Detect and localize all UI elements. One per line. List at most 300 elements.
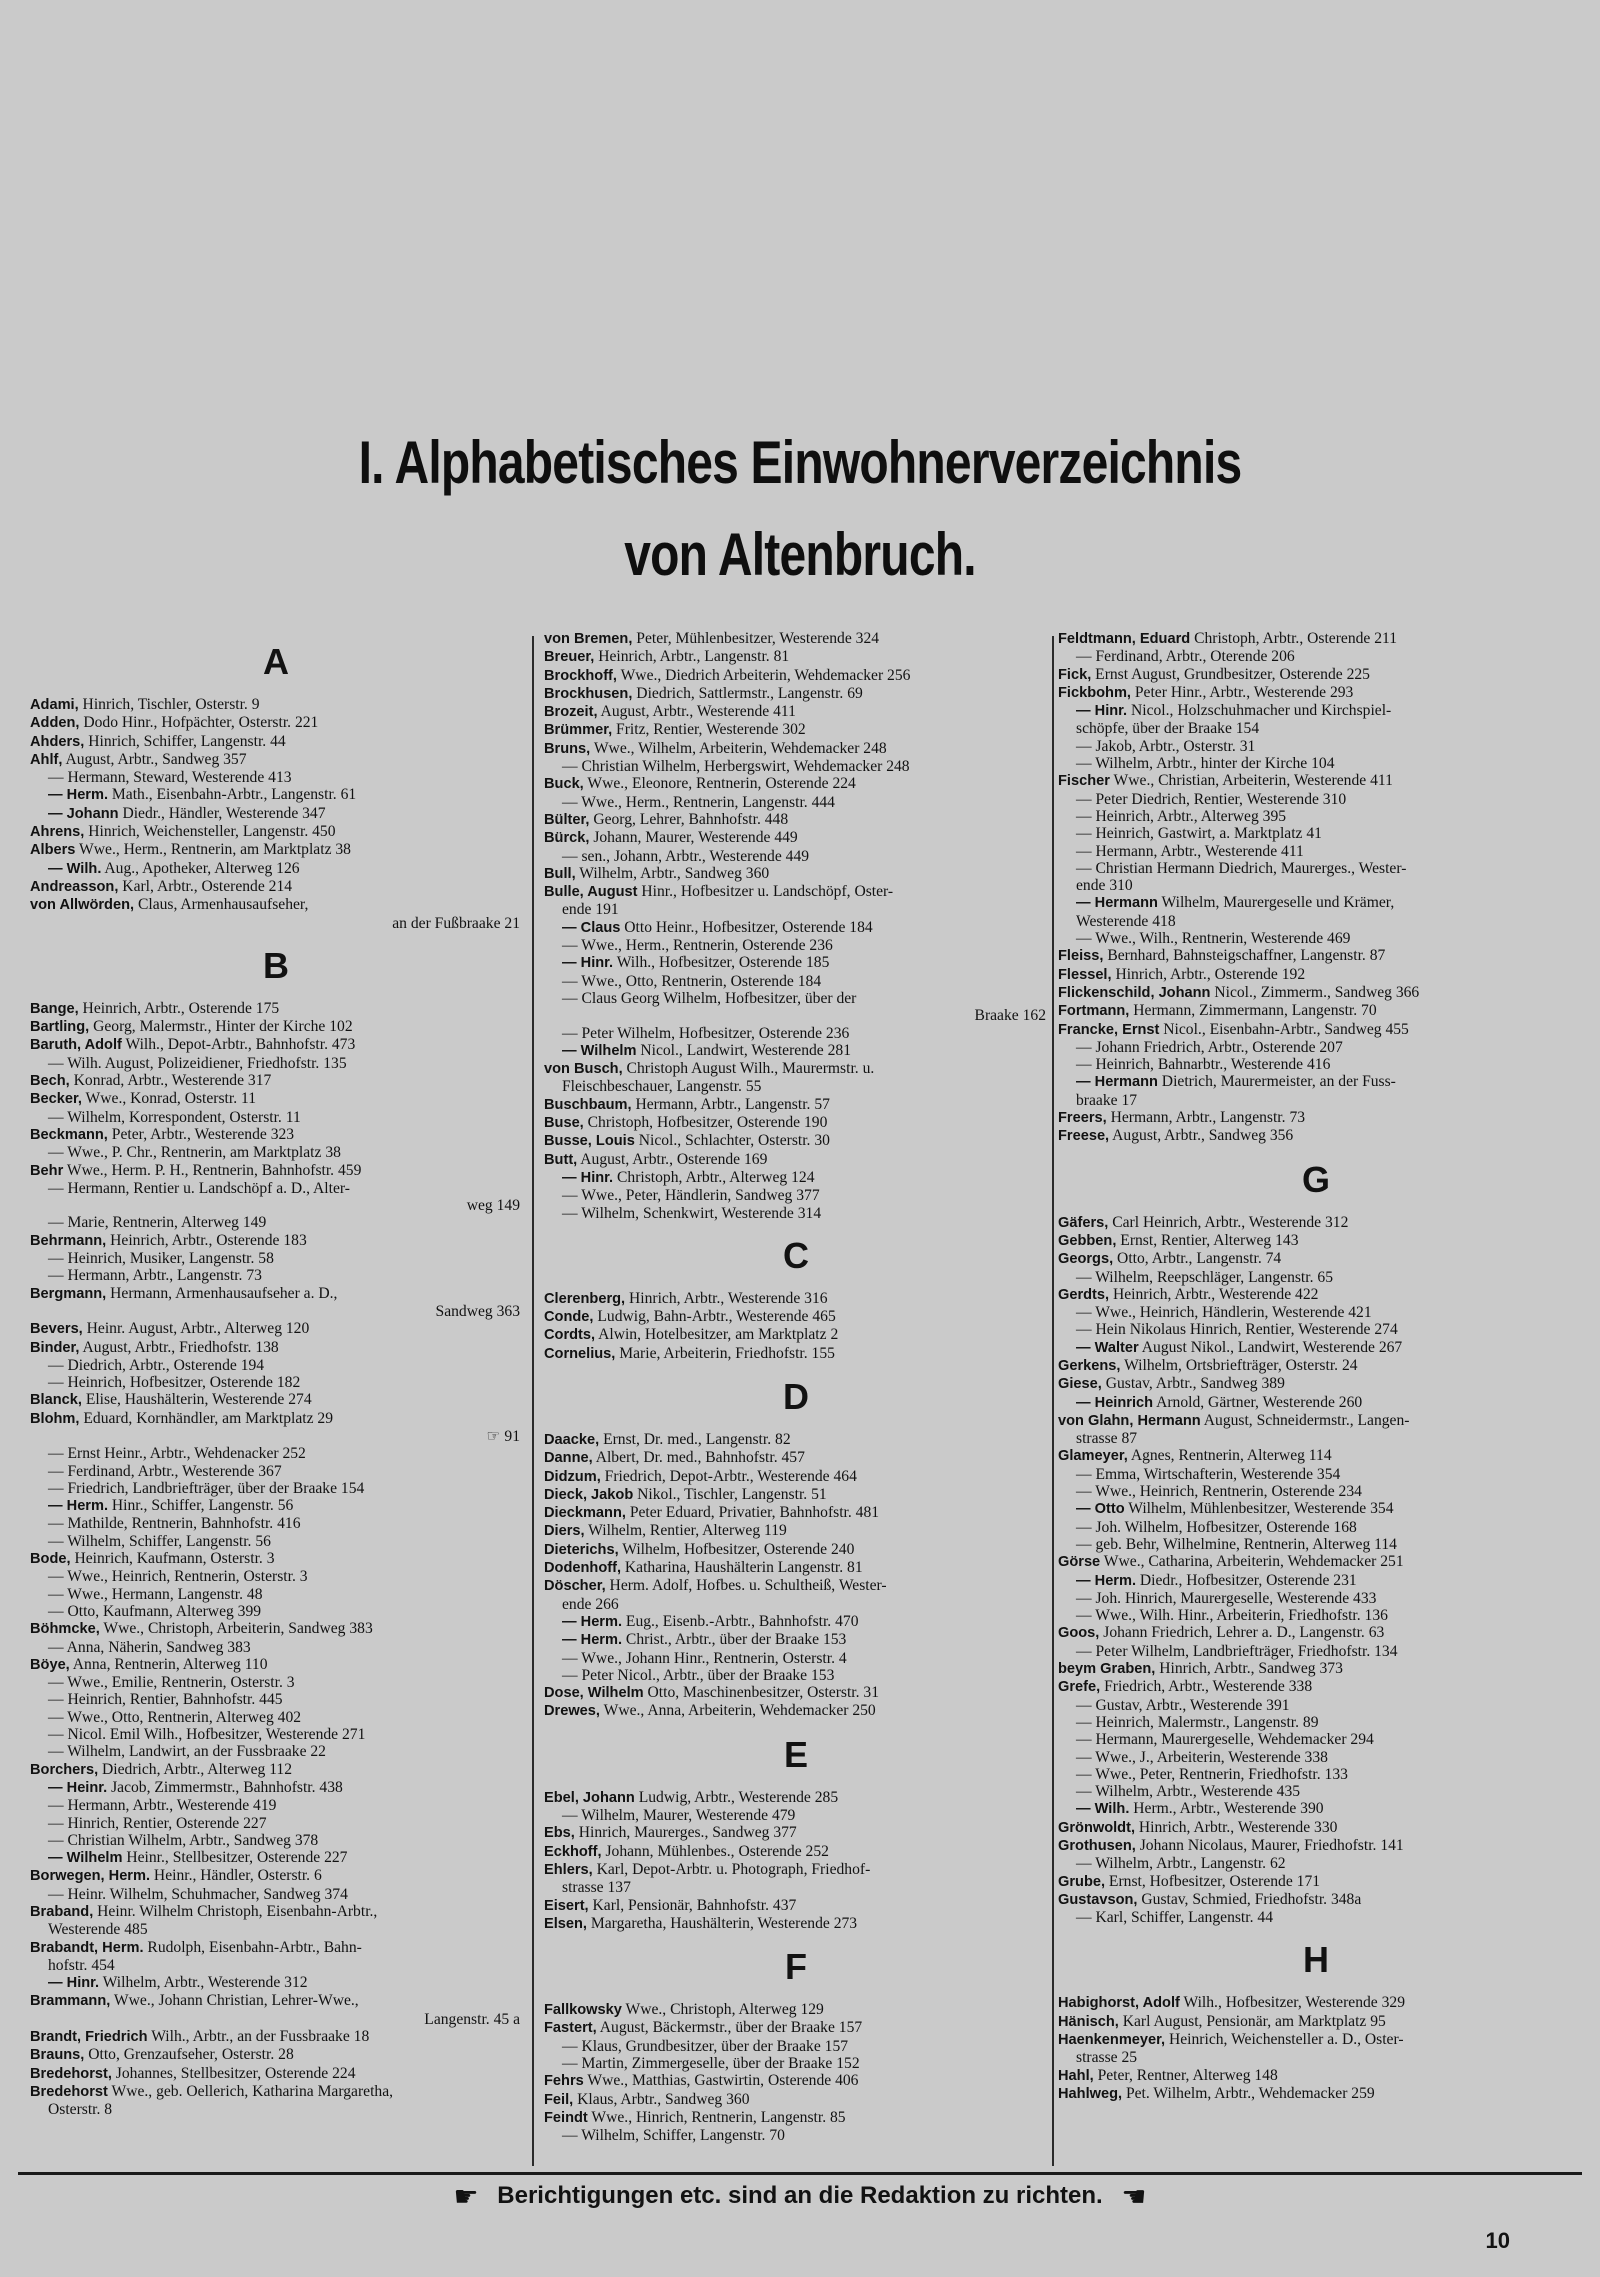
directory-entry <box>30 1339 522 1357</box>
directory-entry <box>30 1232 522 1250</box>
entry-surname: — Hinr. <box>48 1975 100 1992</box>
entry-details: — Wwe., P. Chr., Rentnerin, am Marktplatz 38 <box>48 1144 341 1162</box>
entry-surname: — Wilh. <box>1076 1801 1130 1818</box>
entry-surname: — Herm. <box>562 1613 623 1630</box>
directory-entry <box>30 1886 522 1903</box>
directory-entry <box>544 1151 1048 1169</box>
entry-surname: Binder, <box>30 1339 80 1356</box>
directory-entry <box>30 1992 522 2010</box>
entry-surname: Dieterichs, <box>544 1541 619 1558</box>
entry-details: weg 149 <box>466 1197 520 1215</box>
entry-details: — Friedrich, Landbriefträger, über der Braake 154 <box>48 1479 365 1497</box>
entry-details: August, Arbtr., Osterende 169 <box>577 1150 768 1168</box>
entry-details: — Heinrich, Musiker, Langenstr. 58 <box>48 1250 274 1268</box>
directory-entry <box>1058 1731 1574 1748</box>
directory-entry <box>544 1789 1048 1807</box>
directory-entry-continuation <box>544 1007 1048 1024</box>
entry-details: August, Arbtr., Friedhofstr. 138 <box>79 1338 279 1356</box>
directory-entry <box>1058 843 1574 860</box>
entry-details: — Heinrich, Arbtr., Alterweg 395 <box>1076 807 1287 825</box>
entry-surname: Dieckmann, <box>544 1505 626 1522</box>
entry-details: strasse 25 <box>1076 2049 1138 2067</box>
entry-details: — Johann Friedrich, Arbtr., Osterende 207 <box>1076 1038 1343 1056</box>
entry-surname: Blanck, <box>30 1392 82 1409</box>
entry-details: Math., Eisenbahn-Arbtr., Langenstr. 61 <box>108 786 357 804</box>
directory-entry <box>544 685 1048 703</box>
directory-entry <box>1058 1500 1574 1518</box>
directory-entry-continuation <box>1058 877 1574 894</box>
entry-details: Osterstr. 8 <box>48 2101 113 2119</box>
entry-details: — Ferdinand, Arbtr., Oterende 206 <box>1076 648 1295 666</box>
entry-details: Katharina, Haushälterin Langenstr. 81 <box>621 1559 863 1577</box>
entry-surname: Grube, <box>1058 1873 1106 1890</box>
entry-details: — Wilhelm, Arbtr., Westerende 435 <box>1076 1783 1301 1801</box>
directory-entry <box>544 2072 1048 2090</box>
directory-entry <box>1058 1375 1574 1393</box>
entry-details: Wwe., Eleonore, Rentnerin, Osterende 224 <box>583 775 856 793</box>
entry-details: Langenstr. 45 a <box>424 2010 520 2028</box>
entry-details: Karl August, Pensionär, am Marktplatz 95 <box>1118 2012 1386 2030</box>
directory-entry <box>1058 1466 1574 1483</box>
directory-entry-continuation <box>1058 2049 1574 2066</box>
entry-surname: Görse <box>1058 1554 1101 1571</box>
directory-entry <box>1058 1678 1574 1696</box>
section-letter-d: D <box>783 1375 809 1417</box>
entry-surname: Feil, <box>544 2091 574 2108</box>
entry-details: — Peter Nicol., Arbtr., über der Braake 153 <box>562 1666 835 1684</box>
directory-entry <box>1058 1590 1574 1607</box>
entry-details: — Wwe., Emilie, Rentnerin, Osterstr. 3 <box>48 1674 295 1692</box>
directory-entry <box>544 1631 1048 1649</box>
entry-details: Wwe., Diedrich Arbeiterin, Wehdemacker 256 <box>616 666 911 684</box>
directory-entry <box>30 1214 522 1231</box>
entry-details: Alwin, Hotelbesitzer, am Marktplatz 2 <box>595 1326 839 1344</box>
entry-details: — Hermann, Steward, Westerende 413 <box>48 769 292 787</box>
directory-entry <box>30 786 522 804</box>
entry-details: — Wwe., Herm., Rentnerin, Langenstr. 444 <box>562 793 835 811</box>
entry-details: — Wwe., Johann Hinr., Rentnerin, Osterstr. 4 <box>562 1649 847 1667</box>
entry-details: Heinr., Stellbesitzer, Osterende 227 <box>122 1849 348 1867</box>
entry-details: — Emma, Wirtschafterin, Westerende 354 <box>1076 1465 1341 1483</box>
entry-surname: Adami, <box>30 697 79 713</box>
entry-surname: Giese, <box>1058 1376 1102 1393</box>
entry-details: — Peter Wilhelm, Hofbesitzer, Osterende 236 <box>562 1024 850 1042</box>
entry-details: — Nicol. Emil Wilh., Hofbesitzer, Westerende 271 <box>48 1726 366 1744</box>
entry-details: — Wilhelm, Landwirt, an der Fussbraake 22 <box>48 1743 326 1761</box>
entry-details: Wwe., geb. Oellerich, Katharina Margaretha, <box>107 2082 394 2100</box>
directory-entry <box>30 1497 522 1515</box>
directory-entry <box>544 2038 1048 2055</box>
entry-details: strasse 137 <box>562 1879 631 1897</box>
entry-details: — Wwe., Heinrich, Händlerin, Westerende 421 <box>1076 1304 1372 1322</box>
directory-entry-continuation <box>30 1428 522 1445</box>
entry-details: Peter Hinr., Arbtr., Westerende 293 <box>1130 683 1354 701</box>
entry-details: Johann Friedrich, Lehrer a. D., Langenstr. 63 <box>1099 1624 1385 1642</box>
entry-surname: — Walter <box>1076 1339 1139 1356</box>
entry-details: — Hermann, Rentier u. Landschöpf a. D., Alter- <box>48 1179 350 1197</box>
directory-entry <box>544 1650 1048 1667</box>
entry-surname: Bruns, <box>544 740 591 757</box>
section-letter-c: C <box>783 1234 809 1276</box>
entry-surname: Braband, <box>30 1904 94 1920</box>
entry-surname: Drewes, <box>544 1703 600 1720</box>
entry-details: Georg, Malermstr., Hinter der Kirche 102 <box>89 1018 353 1036</box>
entry-details: — Wwe., Herm., Rentnerin, Osterende 236 <box>562 937 833 955</box>
footer-text: Berichtigungen etc. sind an die Redaktion zu richten. <box>497 2181 1103 2209</box>
directory-column-1 <box>30 630 522 2160</box>
entry-surname: — Johann <box>48 805 119 822</box>
directory-entry <box>544 990 1048 1007</box>
entry-surname: Francke, Ernst <box>1058 1021 1160 1038</box>
entry-details: Ludwig, Bahn-Arbtr., Westerende 465 <box>593 1308 836 1326</box>
section-letter-g: G <box>1301 1158 1330 1200</box>
directory-entry <box>544 1861 1048 1879</box>
entry-surname: von Glahn, Hermann <box>1058 1412 1201 1429</box>
entry-surname: Didzum, <box>544 1468 601 1485</box>
directory-entry <box>30 1036 522 1054</box>
directory-entry <box>30 1374 522 1391</box>
entry-details: Heinrich, Arbtr., Langenstr. 81 <box>594 648 790 666</box>
directory-entry <box>544 811 1048 829</box>
directory-entry <box>544 1187 1048 1204</box>
directory-entry <box>30 1109 522 1126</box>
directory-entry <box>1058 1819 1574 1837</box>
entry-details: Sandweg 363 <box>435 1302 520 1320</box>
entry-details: Wilh., Hofbesitzer, Osterende 185 <box>613 954 830 972</box>
entry-surname: Conde, <box>544 1309 594 1326</box>
entry-details: — Heinrich, Malermstr., Langenstr. 89 <box>1076 1713 1319 1731</box>
directory-entry <box>544 1169 1048 1187</box>
entry-details: Wilhelm, Arbtr., Sandweg 360 <box>575 864 770 882</box>
directory-entry <box>1058 1357 1574 1375</box>
directory-entry <box>1058 1127 1574 1145</box>
entry-surname: Ehlers, <box>544 1861 593 1878</box>
entry-details: Ernst, Hofbesitzer, Osterende 171 <box>1105 1872 1321 1890</box>
entry-details: Peter, Arbtr., Westerende 323 <box>107 1125 295 1143</box>
entry-details: Westerende 485 <box>48 1921 148 1939</box>
entry-details: Christoph, Arbtr., Osterende 211 <box>1190 630 1398 647</box>
entry-details: Karl, Arbtr., Osterende 214 <box>118 877 293 895</box>
entry-surname: Brockhusen, <box>544 685 633 702</box>
entry-details: Wilh., Depot-Arbtr., Bahnhofstr. 473 <box>121 1036 356 1054</box>
pointing-hand-right-icon: ☛ <box>453 2181 479 2212</box>
directory-entry <box>1058 1837 1574 1855</box>
entry-surname: Gerdts, <box>1058 1286 1110 1303</box>
entry-details: Heinrich, Weichensteller a. D., Oster- <box>1165 2031 1404 2049</box>
entry-surname: Dose, Wilhelm <box>544 1685 644 1702</box>
entry-details: Herm., Arbtr., Westerende 390 <box>1129 1800 1324 1818</box>
entry-details: — Wwe., Hermann, Langenstr. 48 <box>48 1585 263 1603</box>
directory-entry <box>30 1832 522 1849</box>
directory-entry <box>1058 772 1574 790</box>
directory-entry <box>1058 2013 1574 2031</box>
entry-details: August, Arbtr., Westerende 411 <box>597 703 796 721</box>
directory-entry <box>1058 930 1574 947</box>
page-subtitle: von Altenbruch. <box>624 521 976 588</box>
entry-surname: Brümmer, <box>544 722 613 739</box>
entry-details: — Gustav, Arbtr., Westerende 391 <box>1076 1696 1290 1714</box>
directory-entry <box>544 721 1048 739</box>
entry-details: Anna, Rentnerin, Alterweg 110 <box>69 1655 268 1673</box>
directory-entry <box>30 1691 522 1708</box>
entry-details: Friedrich, Arbtr., Westerende 338 <box>1100 1678 1313 1696</box>
entry-details: Wilhelm, Ortsbriefträger, Osterstr. 24 <box>1120 1356 1358 1374</box>
entry-details: Westerende 418 <box>1076 912 1176 930</box>
directory-entry <box>30 1162 522 1180</box>
entry-details: Heinrich, Arbtr., Osterende 175 <box>78 999 280 1017</box>
entry-details: schöpfe, über der Braake 154 <box>1076 720 1260 738</box>
entry-details: Braake 162 <box>974 1007 1046 1025</box>
directory-entry <box>30 823 522 841</box>
entry-surname: — Hermann <box>1076 895 1158 912</box>
entry-details: Wwe., Konrad, Osterstr. 11 <box>81 1090 257 1108</box>
entry-details: Albert, Dr. med., Bahnhofstr. 457 <box>592 1449 805 1467</box>
entry-details: Nicol., Landwirt, Westerende 281 <box>636 1041 852 1059</box>
entry-surname: Fischer <box>1058 773 1110 790</box>
directory-entry <box>544 794 1048 811</box>
footer-notice <box>0 2180 1600 2213</box>
directory-entry <box>1058 984 1574 1002</box>
directory-entry <box>30 1018 522 1036</box>
entry-details: — Hermann, Maurergeselle, Wehdemacker 294 <box>1076 1731 1374 1749</box>
directory-entry <box>544 1025 1048 1042</box>
entry-surname: Flessel, <box>1058 966 1112 983</box>
entry-surname: Hänisch, <box>1058 2013 1119 2030</box>
entry-details: Wwe., Herm., Rentnerin, am Marktplatz 38 <box>75 841 351 859</box>
page-number: 10 <box>1485 2228 1510 2253</box>
entry-details: — Peter Diedrich, Rentier, Westerende 310 <box>1076 790 1347 808</box>
directory-entry <box>30 1320 522 1338</box>
entry-details: — Wilhelm, Schiffer, Langenstr. 56 <box>48 1532 271 1550</box>
entry-details: Marie, Arbeiterin, Friedhofstr. 155 <box>615 1344 835 1362</box>
directory-entry <box>30 1761 522 1779</box>
entry-surname: Fleiss, <box>1058 948 1104 965</box>
entry-surname: Buse, <box>544 1115 584 1132</box>
entry-details: — Christian Wilhelm, Arbtr., Sandweg 378 <box>48 1831 319 1849</box>
entry-details: — Wilhelm, Arbtr., hinter der Kirche 104 <box>1076 755 1335 773</box>
entry-details: August, Arbtr., Sandweg 357 <box>62 750 247 768</box>
entry-surname: Clerenberg, <box>544 1290 626 1307</box>
entry-details: — Mathilde, Rentnerin, Bahnhofstr. 416 <box>48 1515 301 1533</box>
directory-entry <box>1058 1286 1574 1304</box>
entry-surname: Goos, <box>1058 1625 1100 1642</box>
entry-details: Wilhelm, Hofbesitzer, Osterende 240 <box>618 1540 855 1558</box>
entry-details: Christ., Arbtr., über der Braake 153 <box>622 1631 847 1649</box>
directory-entry <box>30 2028 522 2046</box>
directory-entry <box>1058 1749 1574 1766</box>
entry-details: — Ernst Heinr., Arbtr., Wehdenacker 252 <box>48 1445 306 1463</box>
entry-details: — Heinrich, Rentier, Bahnhofstr. 445 <box>48 1691 283 1709</box>
entry-details: Wilhelm, Arbtr., Westerende 312 <box>99 1974 308 1992</box>
directory-entry <box>30 1726 522 1743</box>
directory-entry <box>30 1867 522 1885</box>
directory-entry <box>544 1468 1048 1486</box>
directory-entry <box>30 1709 522 1726</box>
section-letter-a: A <box>263 641 289 682</box>
entry-details: Elise, Haushälterin, Westerende 274 <box>81 1391 312 1409</box>
entry-surname: beym Graben, <box>1058 1661 1156 1678</box>
entry-surname: Andreasson, <box>30 878 119 895</box>
entry-details: hofstr. 454 <box>48 1956 115 1974</box>
entry-surname: — Wilh. <box>48 860 102 877</box>
entry-details: — Wilhelm, Korrespondent, Osterstr. 11 <box>48 1108 301 1126</box>
directory-entry <box>30 1656 522 1674</box>
section-letter-f: F <box>785 1946 807 1988</box>
directory-entry <box>1058 1553 1574 1571</box>
directory-entry <box>544 648 1048 666</box>
directory-entry <box>1058 648 1574 665</box>
entry-surname: Habighorst, Adolf <box>1058 1995 1180 2012</box>
entry-details: an der Fußbraake 21 <box>392 914 520 932</box>
entry-details: Eug., Eisenb.-Arbtr., Bahnhofstr. 470 <box>622 1612 859 1630</box>
entry-surname: — Herm. <box>562 1632 623 1649</box>
entry-surname: Fallkowsky <box>544 2002 622 2019</box>
directory-entry-continuation <box>30 2011 522 2028</box>
directory-entry <box>30 696 522 714</box>
directory-entry <box>30 1250 522 1267</box>
directory-entry <box>30 1463 522 1480</box>
entry-surname: — Hinr. <box>562 955 614 972</box>
entry-surname: Dodenhoff, <box>544 1560 622 1577</box>
directory-entry <box>1058 947 1574 965</box>
entry-surname: Daacke, <box>544 1431 600 1448</box>
directory-entry <box>544 1431 1048 1449</box>
entry-surname: Flickenschild, Johann <box>1058 984 1211 1001</box>
directory-entry-continuation <box>30 1197 522 1214</box>
entry-details: Wilhelm, Rentier, Alterweg 119 <box>584 1522 787 1540</box>
entry-surname: Breuer, <box>544 649 595 666</box>
directory-entry <box>1058 1339 1574 1357</box>
directory-entry <box>1058 1002 1574 1020</box>
entry-surname: Gebben, <box>1058 1232 1117 1249</box>
entry-details: Nicol., Eisenbahn-Arbtr., Sandweg 455 <box>1159 1020 1409 1038</box>
directory-entry <box>1058 1643 1574 1660</box>
entry-details: — Wilhelm, Maurer, Westerende 479 <box>562 1807 796 1825</box>
entry-surname: — Claus <box>562 919 621 936</box>
entry-surname: Bevers, <box>30 1321 83 1338</box>
entry-surname: Fick, <box>1058 666 1092 683</box>
entry-details: Wwe., Wilhelm, Arbeiterin, Wehdemacker 248 <box>590 739 887 757</box>
entry-surname: Bulle, August <box>544 884 638 901</box>
directory-entry <box>30 1568 522 1585</box>
directory-entry <box>1058 1607 1574 1624</box>
directory-entry <box>1058 894 1574 912</box>
directory-entry <box>30 1974 522 1992</box>
entry-details: — Jakob, Arbtr., Osterstr. 31 <box>1076 737 1256 755</box>
entry-details: Hinrich, Weichensteller, Langenstr. 450 <box>84 823 336 841</box>
directory-entry <box>1058 1394 1574 1412</box>
directory-entry <box>30 751 522 769</box>
entry-surname: von Bremen, <box>544 631 633 647</box>
directory-column-3 <box>1058 630 1574 2160</box>
entry-surname: Grefe, <box>1058 1679 1101 1696</box>
entry-details: — Martin, Zimmergeselle, über der Braake 152 <box>562 2055 860 2072</box>
entry-details: — Wwe., Wilh., Rentnerin, Westerende 469 <box>1076 930 1351 948</box>
entry-details: Rudolph, Eisenbahn-Arbtr., Bahn- <box>143 1938 362 1956</box>
entry-details: Pet. Wilhelm, Arbtr., Wehdemacker 259 <box>1122 2084 1375 2102</box>
entry-details: Heinrich, Arbtr., Osterende 183 <box>106 1231 307 1249</box>
directory-entry <box>30 769 522 786</box>
entry-surname: Cordts, <box>544 1327 596 1344</box>
directory-entry <box>30 841 522 859</box>
entry-details: Nikol., Tischler, Langenstr. 51 <box>633 1485 827 1503</box>
entry-surname: — Hinr. <box>562 1169 614 1186</box>
entry-details: Johann Nicolaus, Maurer, Friedhofstr. 141 <box>1135 1837 1404 1854</box>
entry-details: — Hermann, Arbtr., Langenstr. 73 <box>48 1267 262 1285</box>
directory-entry <box>544 1290 1048 1308</box>
entry-details: — Hermann, Arbtr., Westerende 411 <box>1076 842 1304 860</box>
entry-details: Carl Heinrich, Arbtr., Westerende 312 <box>1108 1213 1349 1231</box>
directory-entry-continuation <box>544 1879 1048 1896</box>
entry-details: Wwe., Anna, Arbeiterin, Wehdemacker 250 <box>599 1702 876 1720</box>
entry-details: Wwe., Herm. P. H., Rentnerin, Bahnhofstr. 459 <box>63 1161 362 1179</box>
directory-entry <box>1058 1250 1574 1268</box>
directory-entry <box>544 1577 1048 1595</box>
entry-details: Christoph, Hofbesitzer, Osterende 190 <box>583 1114 828 1132</box>
entry-surname: von Busch, <box>544 1061 623 1078</box>
entry-details: August, Schneidermstr., Langen- <box>1200 1411 1410 1429</box>
entry-details: Arnold, Gärtner, Westerende 260 <box>1153 1393 1363 1411</box>
entry-details: Otto, Maschinenbesitzer, Osterstr. 31 <box>643 1684 880 1702</box>
directory-entry <box>30 1480 522 1497</box>
directory-entry-continuation <box>1058 1430 1574 1447</box>
directory-entry <box>30 1410 522 1428</box>
directory-entry <box>544 1132 1048 1150</box>
directory-entry <box>30 1586 522 1603</box>
entry-surname: Becker, <box>30 1091 82 1108</box>
entry-details: Hinrich, Arbtr., Sandweg 373 <box>1155 1660 1343 1678</box>
entry-surname: Hahlweg, <box>1058 2085 1123 2102</box>
directory-entry <box>1058 1855 1574 1872</box>
entry-surname: Brozeit, <box>544 704 598 721</box>
directory-entry <box>544 1684 1048 1702</box>
directory-entry <box>1058 825 1574 842</box>
entry-surname: Böhmcke, <box>30 1621 100 1638</box>
entry-surname: — Heinr. <box>48 1779 108 1796</box>
entry-details: Wilh., Arbtr., an der Fussbraake 18 <box>147 2028 370 2046</box>
entry-details: — Wilhelm, Reepschläger, Langenstr. 65 <box>1076 1268 1333 1286</box>
entry-details: Wwe., Matthias, Gastwirtin, Osterende 406 <box>583 2072 859 2090</box>
directory-entry <box>1058 1714 1574 1731</box>
directory-entry <box>1058 1447 1574 1465</box>
directory-entry <box>1058 1994 1574 2012</box>
entry-details: Wwe., Christian, Arbeiterin, Westerende 411 <box>1109 772 1393 790</box>
entry-surname: Fehrs <box>544 2073 584 2090</box>
entry-details: Hinrich, Arbtr., Westerende 330 <box>1135 1818 1338 1836</box>
entry-details: Wwe., Catharina, Arbeiterin, Wehdemacker 251 <box>1100 1553 1404 1571</box>
entry-details: Otto, Grenzaufseher, Osterstr. 28 <box>84 2046 294 2064</box>
directory-entry <box>1058 1624 1574 1642</box>
directory-entry <box>30 1620 522 1638</box>
directory-entry <box>544 2127 1048 2144</box>
entry-details: Hinr., Hofbesitzer u. Landschöpf, Oster- <box>637 883 894 901</box>
directory-entry <box>544 740 1048 758</box>
entry-surname: Glameyer, <box>1058 1448 1128 1465</box>
entry-details: Johann, Mühlenbes., Osterende 252 <box>601 1842 829 1860</box>
entry-details: Dietrich, Maurermeister, an der Fuss- <box>1157 1073 1396 1091</box>
entry-details: — Marie, Rentnerin, Alterweg 149 <box>48 1214 267 1232</box>
entry-surname: Borwegen, Herm. <box>30 1868 151 1885</box>
entry-details: — Wwe., Heinrich, Rentnerin, Osterstr. 3 <box>48 1568 308 1586</box>
directory-entry <box>1058 1269 1574 1286</box>
entry-details: Otto Heinr., Hofbesitzer, Osterende 184 <box>620 918 873 936</box>
directory-entry <box>30 1603 522 1620</box>
entry-details: — Heinrich, Bahnarbtr., Westerende 416 <box>1076 1056 1331 1074</box>
entry-details: — Wwe., Peter, Rentnerin, Friedhofstr. 133 <box>1076 1765 1348 1783</box>
entry-details: — geb. Behr, Wilhelmine, Rentnerin, Alterweg 114 <box>1076 1535 1397 1553</box>
entry-surname: Gerkens, <box>1058 1357 1121 1374</box>
entry-details: Heinr., Händler, Osterstr. 6 <box>150 1867 322 1885</box>
